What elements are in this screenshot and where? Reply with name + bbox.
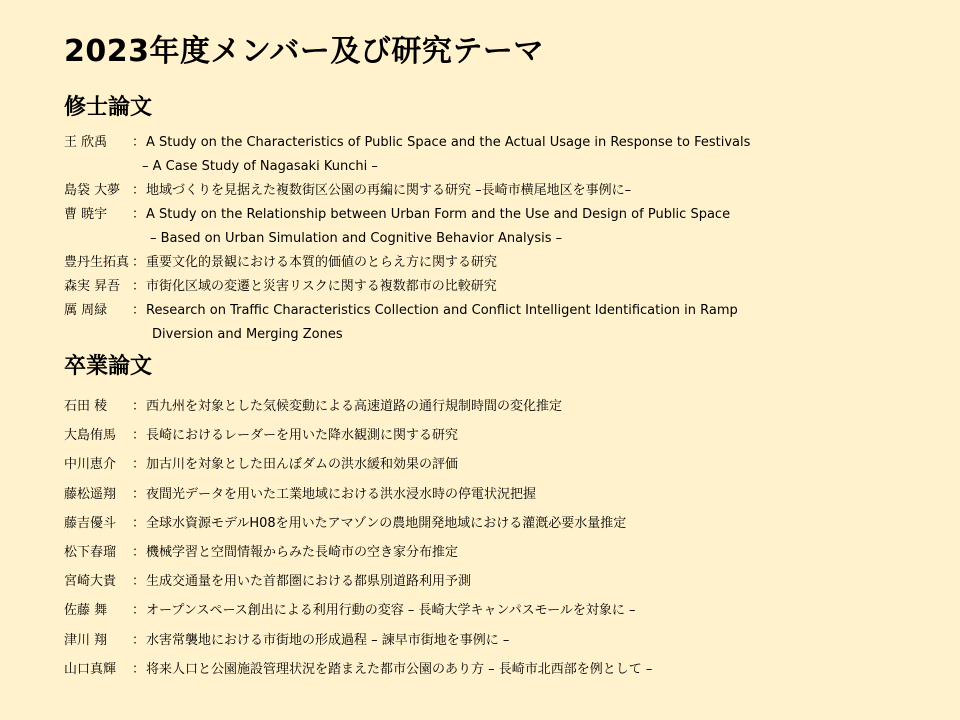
list-item [64,299,944,347]
list-item [64,570,944,599]
member-name: 宮崎大貴 [64,574,117,590]
separator: ： [132,486,146,502]
list-item [64,541,944,570]
member-name: 大島侑馬 [64,428,117,444]
separator: ： [132,574,146,590]
separator: ： [132,255,146,270]
master-thesis-list [64,131,944,347]
research-topic: 加古川を対象とした田んぼダムの洪水緩和効果の評価 [146,457,459,473]
section-heading-bachelor: 卒業論文 [64,354,153,379]
member-name: 王 欣禹 [64,135,108,150]
list-item [64,179,944,203]
member-name: 津川 翔 [64,632,108,648]
list-item [64,251,944,275]
research-topic: 全球水資源モデルH08を用いたアマゾンの農地開発地域における灌漑必要水量推定 [146,515,627,531]
list-item [64,275,944,299]
section-heading-master: 修士論文 [64,95,153,120]
list-item [64,203,944,251]
separator: ： [132,603,146,619]
member-name: 藤松遥翔 [64,486,117,502]
research-topic: 水害常襲地における市街地の形成過程 – 諫早市街地を事例に – [146,632,510,648]
list-item [64,131,944,179]
member-name: 曹 暁宇 [64,207,108,222]
list-item [64,395,944,424]
separator: ： [132,207,146,222]
research-topic: 地域づくりを見据えた複数街区公園の再編に関する研究 –長崎市横尾地区を事例に– [146,183,632,198]
member-name: 森実 昇吾 [64,279,121,294]
separator: ： [132,632,146,648]
separator: ： [132,399,146,414]
bachelor-thesis-list [64,395,944,687]
list-item [64,658,944,687]
list-item [64,424,944,453]
research-topic: 生成交通量を用いた首都圏における都県別道路利用予測 [146,574,472,590]
list-item [64,599,944,628]
page-title: 2023年度メンバー及び研究テーマ [64,34,544,69]
separator: ： [132,515,146,531]
member-name: 藤吉優斗 [64,515,117,531]
separator: ： [132,457,146,473]
list-item [64,629,944,658]
research-topic: A Study on the Relationship between Urban Form and the Use and Design of Public Space [146,207,731,222]
member-name: 松下春瑠 [64,544,117,560]
research-topic: 重要文化的景観における本質的価値のとらえ方に関する研究 [146,255,498,270]
research-topic: A Study on the Characteristics of Public Space and the Actual Usage in Response to Festivals [146,135,751,150]
member-name: 佐藤 舞 [64,603,108,619]
research-topic-continuation: – A Case Study of Nagasaki Kunchi – [142,159,378,174]
research-topic: オープンスペース創出による利用行動の変容 – 長崎大学キャンパスモールを対象に – [146,603,636,619]
list-item [64,453,944,482]
research-topic: 西九州を対象とした気候変動による高速道路の通行規制時間の変化推定 [146,399,563,414]
member-name: 中川恵介 [64,457,117,473]
research-topic: 夜間光データを用いた工業地域における洪水浸水時の停電状況把握 [146,486,537,502]
separator: ： [132,303,146,318]
list-item [64,512,944,541]
member-name: 石田 稜 [64,399,108,414]
research-topic-continuation: – Based on Urban Simulation and Cognitive Behavior Analysis – [150,231,563,246]
research-topic: Research on Traffic Characteristics Collection and Conflict Intelligent Identification in Ramp [146,303,738,318]
separator: ： [132,279,146,294]
research-topic: 機械学習と空間情報からみた長崎市の空き家分布推定 [146,544,459,560]
separator: ： [132,135,146,150]
member-name: 島袋 大夢 [64,183,121,198]
member-name: 山口真輝 [64,661,117,677]
separator: ： [132,183,146,198]
research-topic: 市街化区域の変遷と災害リスクに関する複数都市の比較研究 [146,279,497,294]
research-topic-continuation: Diversion and Merging Zones [152,327,343,342]
separator: ： [132,428,146,444]
list-item [64,483,944,512]
research-topic: 将来人口と公園施設管理状況を踏まえた都市公園のあり方 – 長崎市北西部を例として – [146,661,653,677]
separator: ： [132,544,146,560]
member-name: 豊丹生拓真 [64,255,130,270]
research-topic: 長崎におけるレーダーを用いた降水観測に関する研究 [146,428,459,444]
separator: ： [132,661,146,677]
member-name: 厲 周緑 [64,303,108,318]
